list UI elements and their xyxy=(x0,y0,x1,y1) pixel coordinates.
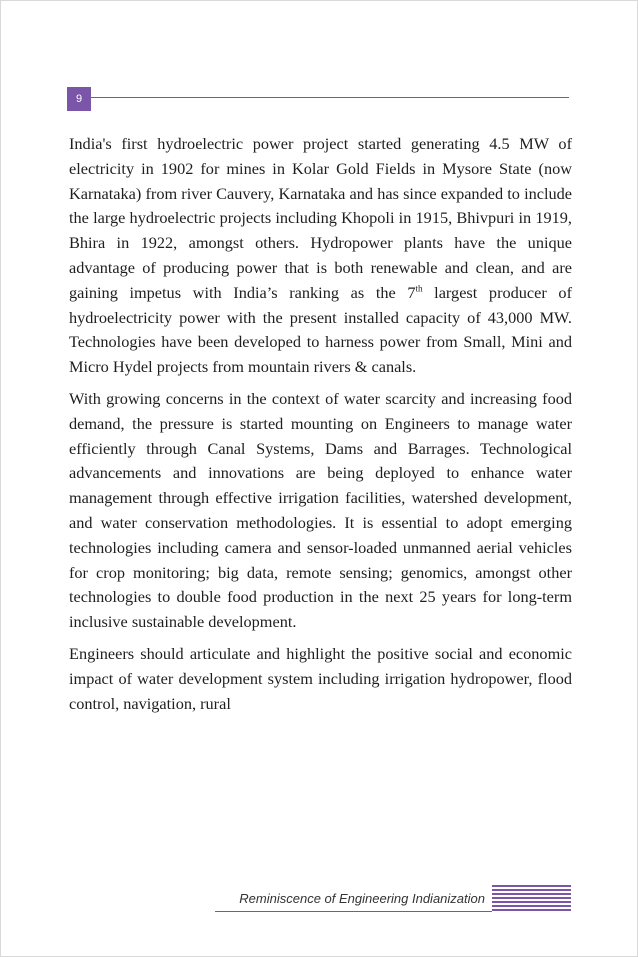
paragraph-hydroelectric-end: largest producer of hydroelectricity power with the present installed capacity of 43,000 MW. Technologies have been developed to harness power from Small, Mini and Micro Hydel projects from mountain rivers & canals. xyxy=(69,282,572,377)
paragraph-social-impact: Engineers should articulate and highlight the positive social and economic impact of water development system including irrigation hydropower, flood control, navigation, rural xyxy=(69,643,572,713)
page-number-badge: 9 xyxy=(67,87,91,111)
ordinal-superscript: th xyxy=(415,283,423,294)
footer-rule xyxy=(215,911,492,912)
paragraph-water-management: With growing concerns in the context of water scarcity and increasing food demand, the pressure is started mounting on Engineers to manage water efficiently through Canal Systems, Dams and Barrages. Technological advancements and innovations are being deployed to enhance water management through effective irrigation facilities, watershed development, and water conservation methodologies. It is essential to adopt emerging technologies including camera and sensor-loaded unmanned aerial vehicles for crop monitoring; big data, remote sensing; genomics, amongst other technologies to double food production in the next 25 years for long-term inclusive sustainable development. xyxy=(69,388,572,632)
footer-striped-block xyxy=(492,885,571,913)
paragraph-hydroelectric-start: India's first hydroelectric power project started generating 4.5 MW of electricity in 1902 for mines in Kolar Gold Fields in Mysore State (now Karnataka) from river Cauvery, Karnataka and has since expanded to include the large hydroelectric projects including Khopoli in 1915, Bhivpuri in 1919, Bhira in 1922, amongst others. Hydropower plants have the unique advantage of producing power that is both renewable and clean, and are gaining impetus with India’s ranking as the 7 xyxy=(69,134,572,302)
body-text xyxy=(69,132,572,723)
paragraph-hydroelectric xyxy=(69,132,572,380)
header-rule xyxy=(91,97,569,98)
footer-book-title: Reminiscence of Engineering Indianization xyxy=(239,891,485,906)
